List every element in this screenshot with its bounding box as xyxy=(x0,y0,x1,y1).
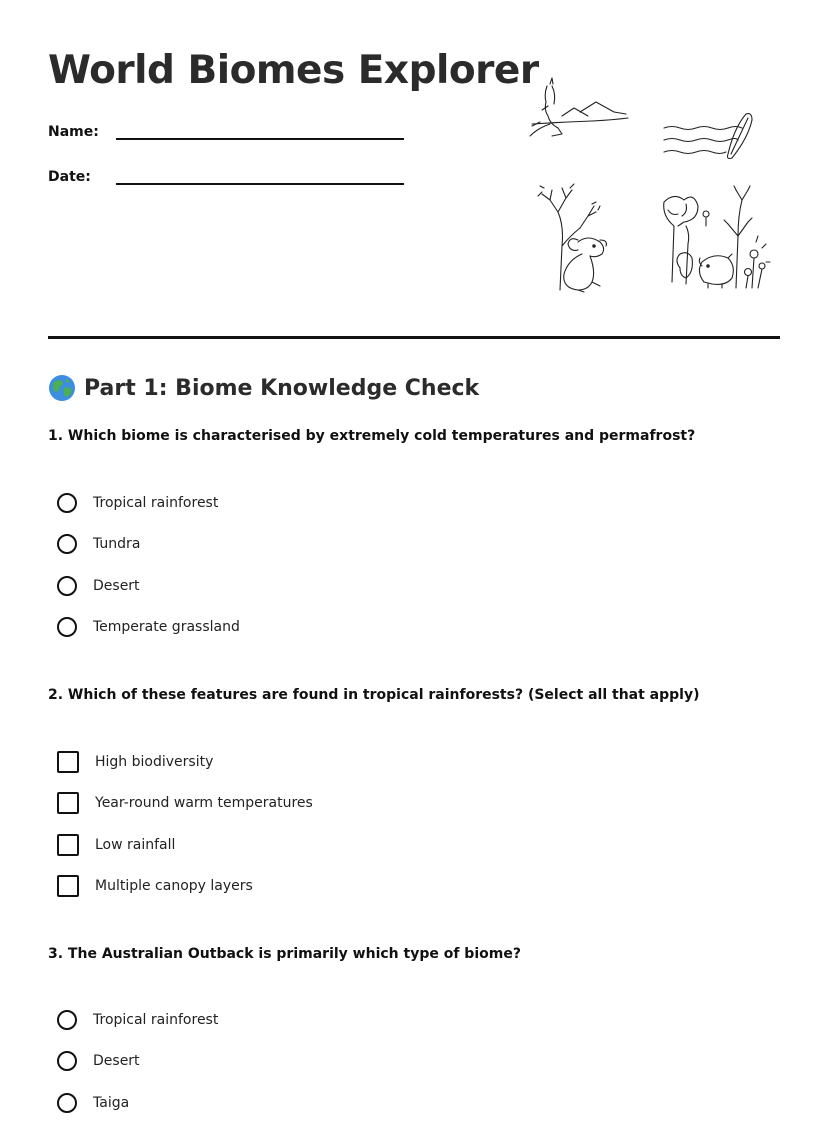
part1-heading-text: Part 1: Biome Knowledge Check xyxy=(84,375,480,401)
globe-icon xyxy=(48,374,76,402)
page-title: World Biomes Explorer xyxy=(48,48,539,93)
question-1-options xyxy=(57,482,240,648)
checkbox[interactable] xyxy=(57,875,79,897)
question-1: 1. Which biome is characterised by extremely cold temperatures and permafrost? xyxy=(48,428,696,444)
part1-heading xyxy=(48,374,479,402)
biome-illustrations xyxy=(522,76,772,298)
date-field xyxy=(48,163,404,185)
radio-button[interactable] xyxy=(57,617,77,637)
radio-button[interactable] xyxy=(57,493,77,513)
section-divider xyxy=(48,336,780,339)
q1-option[interactable] xyxy=(57,524,240,566)
radio-button[interactable] xyxy=(57,1010,77,1030)
question-2: 2. Which of these features are found in tropical rainforests? (Select all that apply) xyxy=(48,687,700,703)
checkbox[interactable] xyxy=(57,792,79,814)
question-3: 3. The Australian Outback is primarily which type of biome? xyxy=(48,946,521,962)
radio-button[interactable] xyxy=(57,1051,77,1071)
q3-option[interactable] xyxy=(57,1082,218,1124)
q3-option[interactable] xyxy=(57,1041,218,1083)
radio-button[interactable] xyxy=(57,576,77,596)
question-2-options xyxy=(57,741,313,907)
option-label: Tropical rainforest xyxy=(93,1011,219,1028)
name-label: Name: xyxy=(48,124,99,140)
q2-option[interactable] xyxy=(57,824,313,866)
option-label: Year-round warm temperatures xyxy=(95,795,313,812)
q1-option[interactable] xyxy=(57,565,240,607)
wombat-forest-icon xyxy=(664,186,770,288)
option-label: Multiple canopy layers xyxy=(95,878,253,895)
option-label: Low rainfall xyxy=(95,836,176,853)
option-label: High biodiversity xyxy=(95,753,214,770)
name-input-line[interactable] xyxy=(116,118,404,140)
koala-tree-icon xyxy=(538,184,606,292)
option-label: Tundra xyxy=(93,536,141,553)
q1-option[interactable] xyxy=(57,482,240,524)
radio-button[interactable] xyxy=(57,534,77,554)
ocean-surfboard-icon xyxy=(664,114,752,159)
name-field xyxy=(48,118,404,140)
q2-option[interactable] xyxy=(57,741,313,783)
option-label: Desert xyxy=(93,1053,140,1070)
date-input-line[interactable] xyxy=(116,163,404,185)
option-label: Taiga xyxy=(93,1094,130,1111)
option-label: Tropical rainforest xyxy=(93,494,219,511)
kangaroo-landscape-icon xyxy=(530,78,628,136)
checkbox[interactable] xyxy=(57,834,79,856)
checkbox[interactable] xyxy=(57,751,79,773)
option-label: Desert xyxy=(93,577,140,594)
date-label: Date: xyxy=(48,169,91,185)
radio-button[interactable] xyxy=(57,1093,77,1113)
q2-option[interactable] xyxy=(57,783,313,825)
question-3-options xyxy=(57,999,218,1124)
q3-option[interactable] xyxy=(57,999,218,1041)
q1-option[interactable] xyxy=(57,607,240,649)
q2-option[interactable] xyxy=(57,866,313,908)
option-label: Temperate grassland xyxy=(93,619,240,636)
